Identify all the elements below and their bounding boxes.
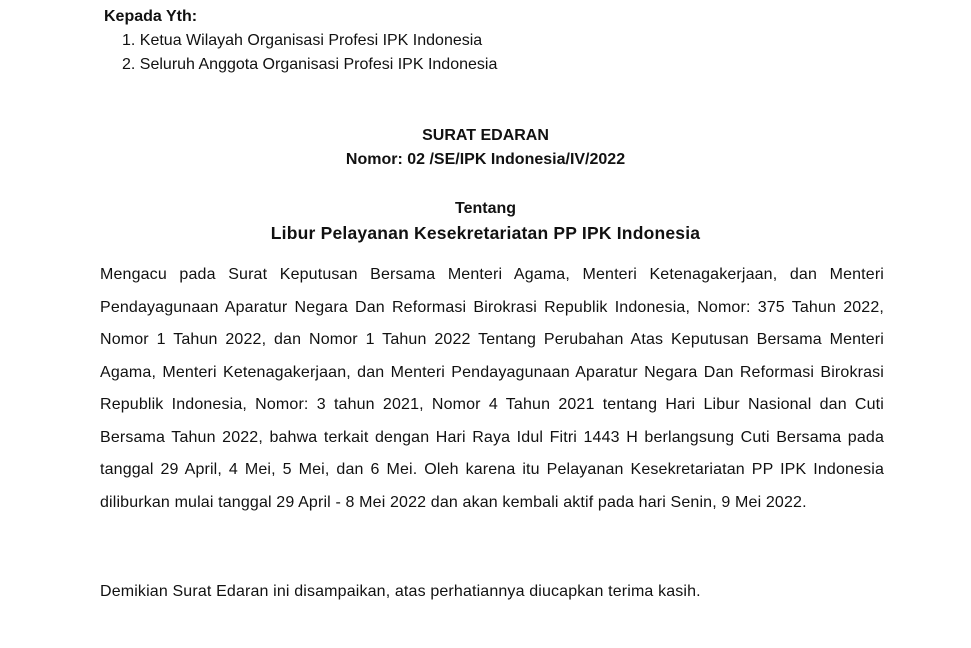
recipient-item: 2. Seluruh Anggota Organisasi Profesi IPK Indonesia (122, 56, 498, 73)
subject-block (0, 197, 971, 245)
recipient-item: 1. Ketua Wilayah Organisasi Profesi IPK Indonesia (122, 32, 483, 49)
addressee-heading: Kepada Yth: (104, 8, 198, 25)
closing-paragraph: Demikian Surat Edaran ini disampaikan, atas perhatiannya diucapkan terima kasih. (100, 583, 701, 600)
body-paragraph: Mengacu pada Surat Keputusan Bersama Menteri Agama, Menteri Ketenagakerjaan, dan Menteri Pendayagunaan Aparatur Negara Dan Reformasi Birokrasi Republik Indonesia, Nomor: 375 Tahun 2022, Nomor 1 Tahun 2022, dan Nomor 1 Tahun 2022 Tentang Perubahan Atas Keputusan Bersama Menteri Agama, Menteri Ketenagakerjaan, dan Menteri Pendayagunaan Aparatur Negara Dan Reformasi Birokrasi Republik Indonesia, Nomor: 3 tahun 2021, Nomor 4 Tahun 2021 tentang Hari Libur Nasional dan Cuti Bersama Tahun 2022, bahwa terkait dengan Hari Raya Idul Fitri 1443 H berlangsung Cuti Bersama pada tanggal 29 April, 4 Mei, 5 Mei, dan 6 Mei. Oleh karena itu Pelayanan Kesekretariatan PP IPK Indonesia diliburkan mulai tanggal 29 April - 8 Mei 2022 dan akan kembali aktif pada hari Senin, 9 Mei 2022. (100, 266, 884, 511)
letter-title: SURAT EDARAN (422, 127, 549, 144)
letter-number: Nomor: 02 /SE/IPK Indonesia/IV/2022 (345, 151, 626, 168)
addressee-block (104, 5, 497, 77)
letter-header (0, 124, 971, 172)
subject-title: Libur Pelayanan Kesekretariatan PP IPK Indonesia (270, 223, 701, 243)
subject-label: Tentang (454, 200, 517, 217)
recipient-list (104, 29, 497, 77)
